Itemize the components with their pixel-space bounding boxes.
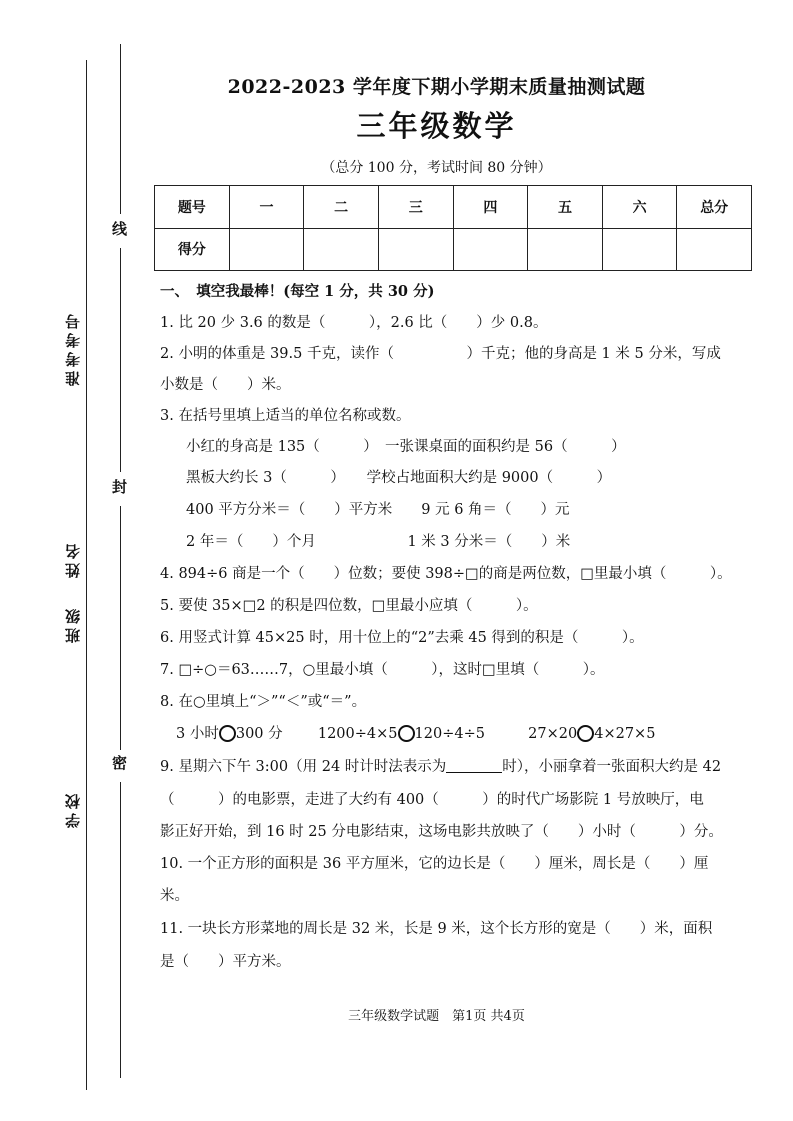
question-8: 8. 在○里填上“＞”“＜”或“＝”。 — [160, 694, 367, 710]
compare-circle-2[interactable] — [398, 725, 415, 742]
seal-char-mi: 密 — [112, 754, 128, 772]
question-3-item-row-1: 小红的身高是 135（ ） 一张课桌面的面积约是 56（ ） — [186, 439, 626, 455]
score-table-row-score — [155, 228, 752, 271]
score-cell[interactable] — [304, 228, 379, 271]
question-1: 1. 比 20 少 3.6 的数是（ ），2.6 比（ ）少 0.8。 — [160, 315, 548, 331]
seal-char-xian: 线 — [112, 220, 128, 238]
question-9-line-3: 影正好开始，到 16 时 25 分电影结束，这场电影共放映了（ ）小时（ ）分。 — [160, 824, 723, 840]
question-4: 4. 894÷6 商是一个（ ）位数；要使 398÷□的商是两位数，□里最小填（ ）。 — [160, 566, 732, 582]
compare-right-3: 4×27×5 — [594, 726, 656, 742]
score-table-row-header: 得分 — [155, 228, 230, 271]
score-table-col: 一 — [229, 186, 304, 229]
binding-seal-line-3 — [120, 506, 121, 750]
compare-right-2: 120÷4÷5 — [414, 726, 485, 742]
score-cell[interactable] — [229, 228, 304, 271]
question-10-line-1: 10. 一个正方形的面积是 36 平方厘米，它的边长是（ ）厘米，周长是（ ）厘 — [160, 856, 709, 872]
question-3-item-row-2: 黑板大约长 3（ ） 学校占地面积大约是 9000（ ） — [186, 470, 612, 486]
question-2-line-1: 2. 小明的体重是 39.5 千克，读作（ ）千克；他的身高是 1 米 5 分米，写成 — [160, 346, 721, 362]
question-7: 7. □÷○＝63……7，○里最小填（ ），这时□里填（ ）。 — [160, 662, 605, 678]
compare-left-2: 1200÷4×5 — [317, 726, 398, 742]
score-table-row-header: 题号 — [155, 186, 230, 229]
score-table-col: 二 — [304, 186, 379, 229]
score-table-col: 六 — [602, 186, 677, 229]
question-6: 6. 用竖式计算 45×25 时，用十位上的“2”去乘 45 得到的积是（ ）。 — [160, 630, 644, 646]
compare-circle-1[interactable] — [219, 725, 236, 742]
question-3-item-row-4: 2 年＝（ ）个月 1 米 3 分米＝（ ）米 — [186, 534, 571, 550]
question-9-part-b: 时），小丽拿着一张面积大约是 42 — [502, 759, 722, 775]
score-table-col: 总分 — [677, 186, 752, 229]
score-table-col: 五 — [528, 186, 603, 229]
exam-title: 2022-2023 学年度下期小学期末质量抽测试题 — [227, 76, 646, 98]
question-3-item-row-3: 400 平方分米＝（ ）平方米 9 元 6 角＝（ ）元 — [186, 502, 570, 518]
seal-char-feng: 封 — [112, 478, 128, 496]
field-exam-number-label: 准考考号 — [64, 310, 82, 386]
section-heading: 一、 填空我最棒！(每空 1 分，共 30 分) — [160, 283, 435, 300]
score-cell[interactable] — [677, 228, 752, 271]
score-table-col: 四 — [453, 186, 528, 229]
question-11-line-2: 是（ ）平方米。 — [160, 954, 291, 970]
exam-note: （总分 100 分，考试时间 80 分钟） — [321, 160, 552, 176]
field-school-label: 学校 — [64, 790, 82, 828]
compare-circle-3[interactable] — [577, 725, 594, 742]
binding-line-left — [86, 60, 87, 1090]
score-cell[interactable] — [378, 228, 453, 271]
field-name-label: 姓名 — [64, 540, 82, 578]
compare-right-1: 300 分 — [235, 726, 283, 742]
score-cell[interactable] — [453, 228, 528, 271]
compare-left-3: 27×20 — [528, 726, 578, 742]
score-table-row-number — [155, 186, 752, 229]
question-8-compare-row — [176, 725, 655, 743]
question-9-line-1 — [160, 758, 721, 776]
question-10-line-2: 米。 — [160, 888, 189, 904]
binding-seal-line-2 — [120, 248, 121, 472]
question-9-part-a: 9. 星期六下午 3:00（用 24 时计时法表示为 — [160, 759, 447, 775]
question-11-line-1: 11. 一块长方形菜地的周长是 32 米，长是 9 米，这个长方形的宽是（ ）米，面积 — [160, 921, 713, 937]
exam-subtitle: 三年级数学 — [356, 109, 517, 143]
question-2-line-2: 小数是（ ）米。 — [160, 377, 291, 393]
binding-seal-line-bottom — [120, 782, 121, 1078]
question-5: 5. 要使 35×□2 的积是四位数，□里最小应填（ ）。 — [160, 598, 538, 614]
question-9-line-2: （ ）的电影票，走进了大约有 400（ ）的时代广场影院 1 号放映厅，电 — [160, 792, 704, 808]
score-table — [154, 185, 752, 271]
score-cell[interactable] — [602, 228, 677, 271]
page-footer: 三年级数学试题 第1页 共4页 — [348, 1009, 525, 1024]
field-class-label: 班级 — [64, 605, 82, 643]
compare-left-1: 3 小时 — [176, 726, 219, 742]
score-table-col: 三 — [378, 186, 453, 229]
question-3: 3. 在括号里填上适当的单位名称或数。 — [160, 408, 411, 424]
score-cell[interactable] — [528, 228, 603, 271]
answer-underline[interactable] — [446, 758, 502, 773]
